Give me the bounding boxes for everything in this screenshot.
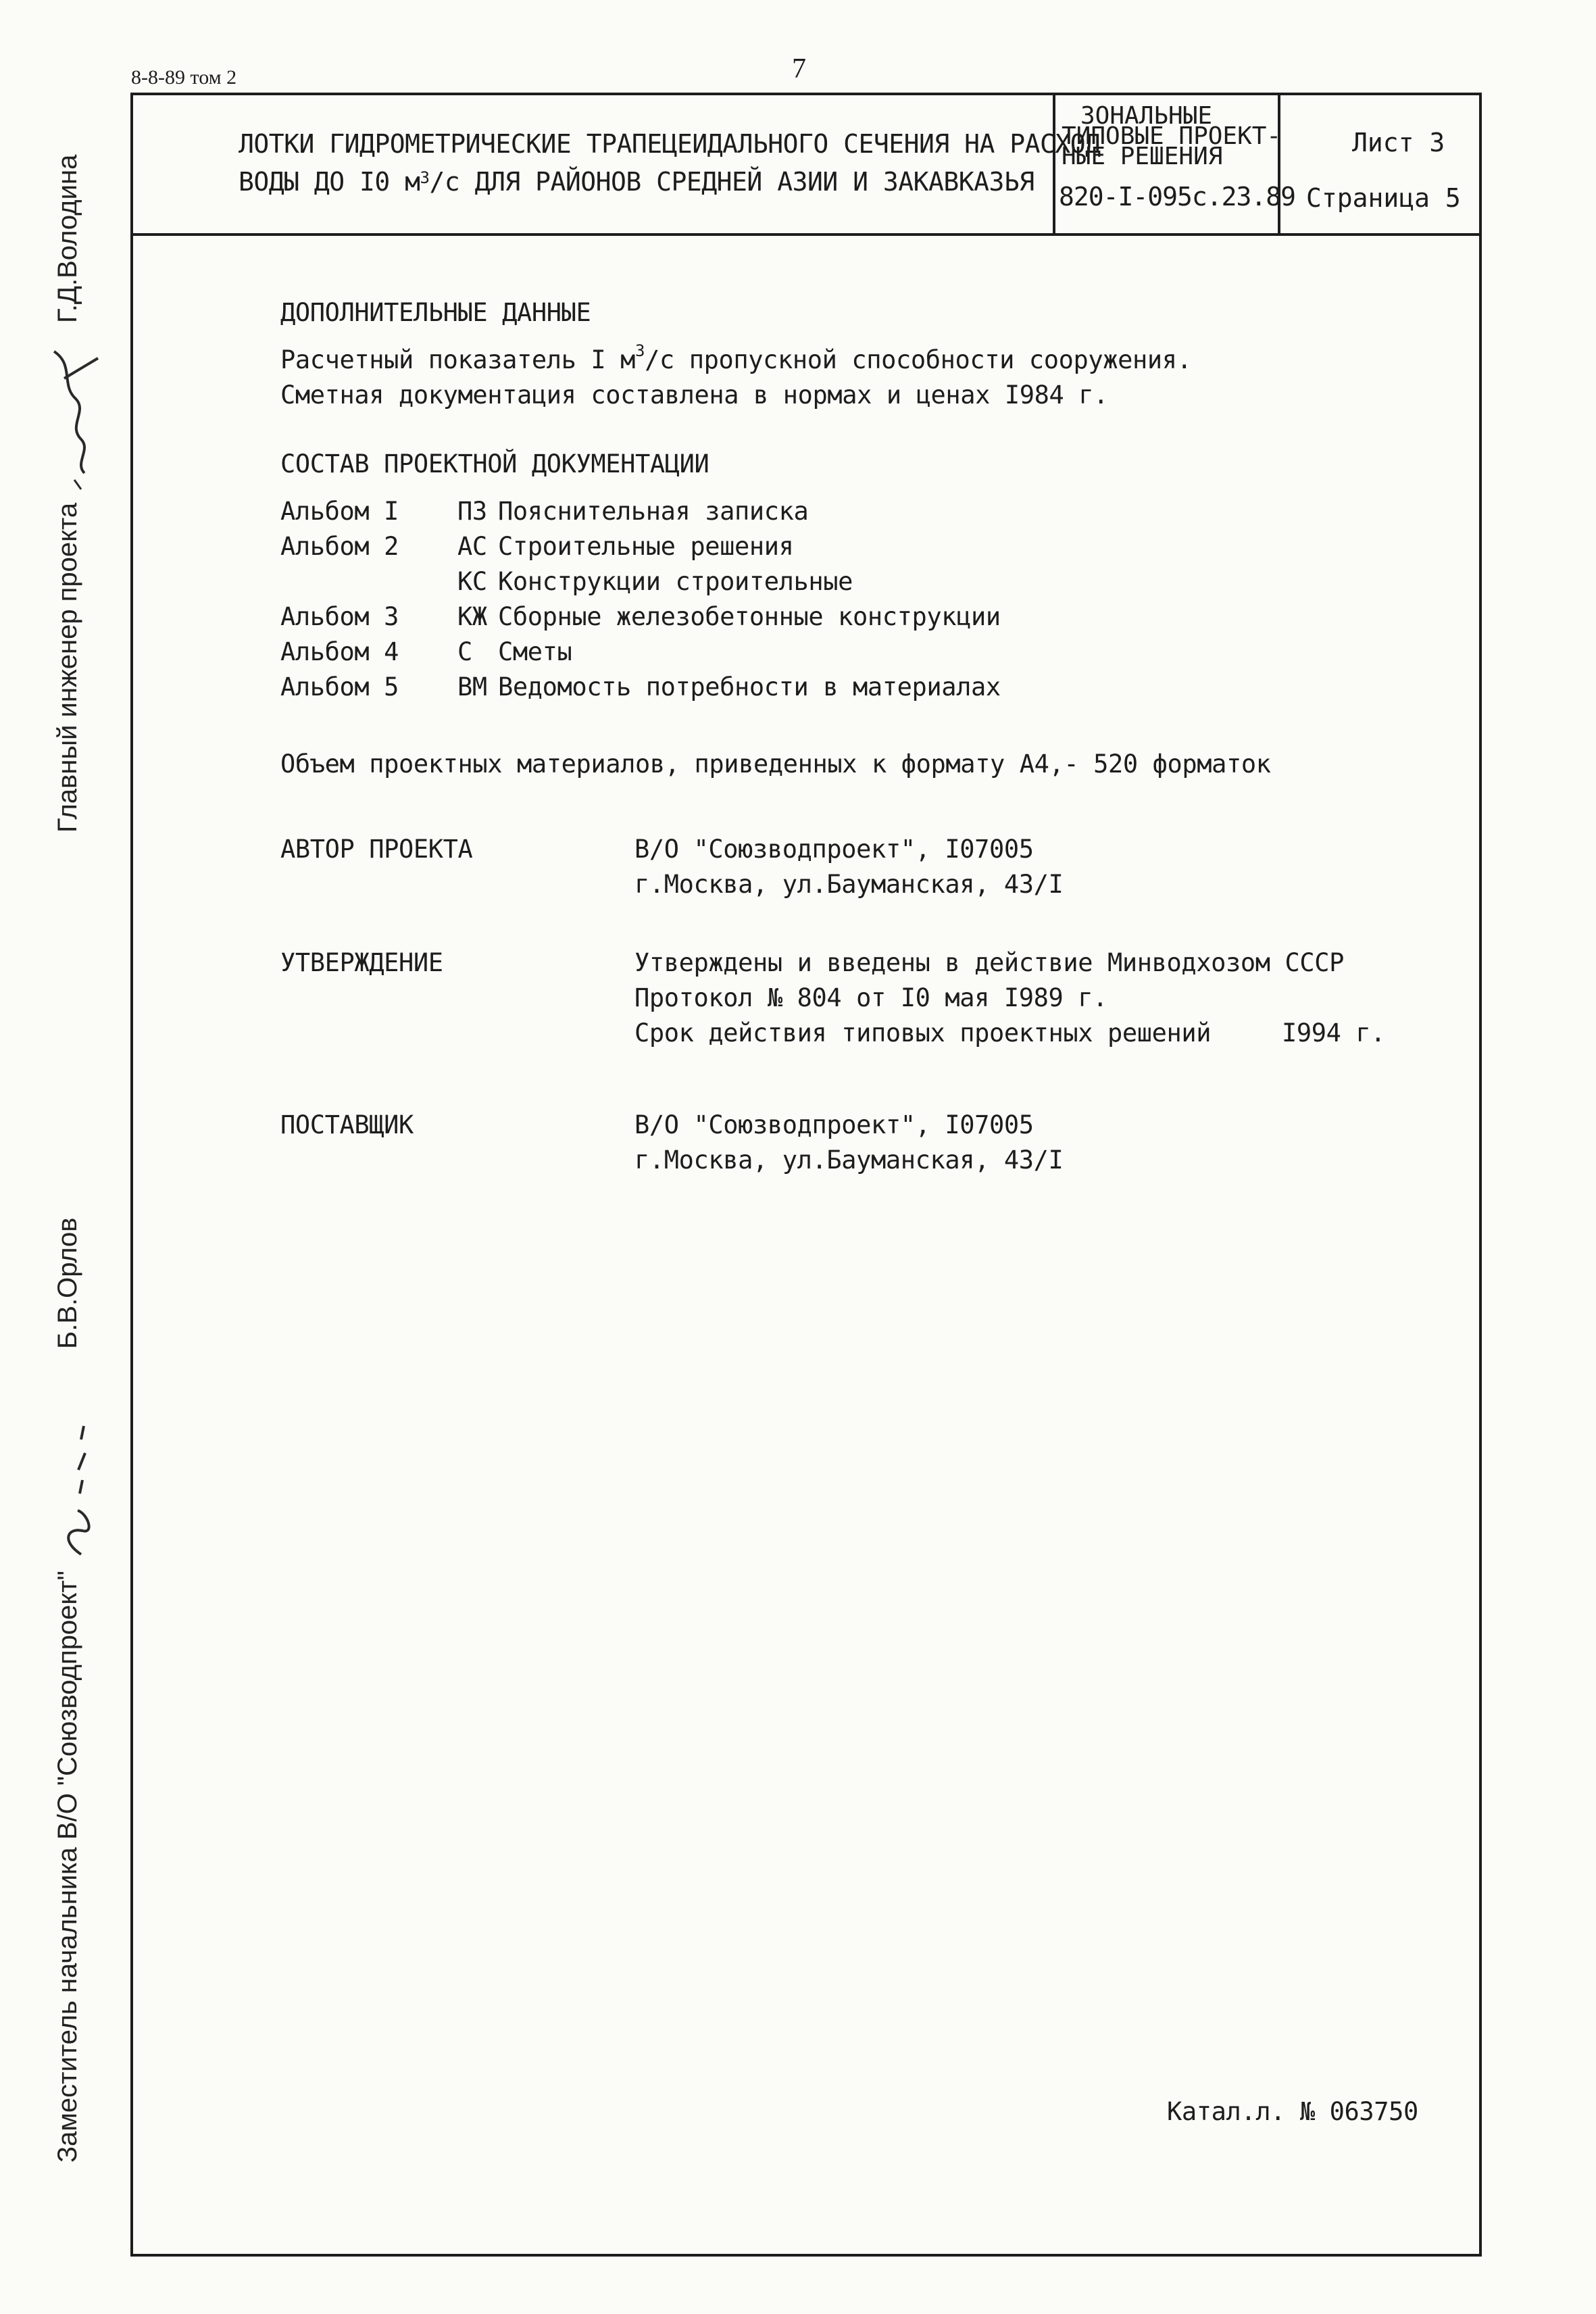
catalog-number: Катал.л. № 063750 bbox=[1167, 2097, 1418, 2126]
list-item: Альбом 2 АС Строительные решения bbox=[280, 532, 794, 561]
additional-line-2: Сметная документация составлена в нормах и ценах I984 г. bbox=[280, 380, 1109, 410]
supplier-label: ПОСТАВЩИК bbox=[280, 1110, 414, 1139]
page-label: Страница 5 bbox=[1306, 183, 1461, 213]
document-code: 8-8-89 том 2 bbox=[131, 66, 237, 89]
additional-line-1: Расчетный показатель I $м^3/с$ пропускной способности сооружения. bbox=[280, 341, 1192, 374]
list-item: Альбом 3 КЖ Сборные железобетонные конструкции bbox=[280, 602, 1001, 631]
additional-heading: ДОПОЛНИТЕЛЬНЫЕ ДАННЫЕ bbox=[280, 298, 591, 327]
list-item: Альбом 5 ВМ Ведомость потребности в материалах bbox=[280, 672, 1001, 701]
title-line-2: ВОДЫ ДО I0 $м^3/с$ ДЛЯ РАЙОНОВ СРЕДНЕЙ АЗИИ И ЗАКАВКАЗЬЯ bbox=[239, 167, 1034, 197]
title-block bbox=[133, 95, 1479, 236]
list-item: Альбом 4 С Сметы bbox=[280, 637, 572, 666]
author-label: АВТОР ПРОЕКТА bbox=[280, 835, 473, 864]
sidebar-name-top: Г.Д.Володина bbox=[53, 154, 82, 323]
series-name: ЗОНАЛЬНЫЕ ТИПОВЫЕ ПРОЕКТ- НЫЕ РЕШЕНИЯ bbox=[1062, 102, 1282, 170]
series-code: 820-I-095с.23.89 bbox=[1059, 182, 1296, 212]
author-line-1: В/О "Союзводпроект", I07005 bbox=[634, 835, 1034, 864]
supplier-line-1: В/О "Союзводпроект", I07005 bbox=[634, 1110, 1034, 1139]
approval-line-2: Протокол № 804 от I0 мая I989 г. bbox=[634, 983, 1108, 1012]
approval-line-1: Утверждены и введены в действие Минводхозом СССР bbox=[634, 948, 1345, 977]
list-item: КС Конструкции строительные bbox=[457, 567, 853, 596]
album-list bbox=[280, 497, 1001, 708]
sheet-number: Лист 3 bbox=[1352, 128, 1445, 157]
signature-bottom bbox=[41, 1399, 115, 1568]
composition-heading: СОСТАВ ПРОЕКТНОЙ ДОКУМЕНТАЦИИ bbox=[280, 449, 709, 478]
supplier-line-2: г.Москва, ул.Бауманская, 43/I bbox=[634, 1146, 1064, 1175]
volume-note: Объем проектных материалов, приведенных к формату А4,- 520 форматок bbox=[280, 749, 1271, 779]
list-item: Альбом I ПЗ Пояснительная записка bbox=[280, 497, 809, 526]
document-title bbox=[239, 125, 1101, 201]
sidebar-role-top: Главный инженер проекта bbox=[53, 502, 82, 833]
approval-line-3: Срок действия типовых проектных решений bbox=[634, 1018, 1212, 1048]
page-frame bbox=[130, 93, 1482, 2257]
page-number: 7 bbox=[792, 53, 806, 84]
signature-top bbox=[34, 338, 108, 493]
title-line-1: ЛОТКИ ГИДРОМЕТРИЧЕСКИЕ ТРАПЕЦЕИДАЛЬНОГО СЕЧЕНИЯ НА РАСХОД bbox=[239, 129, 1101, 159]
approval-label: УТВЕРЖДЕНИЕ bbox=[280, 948, 443, 977]
approval-year: I994 г. bbox=[1282, 1018, 1386, 1048]
sidebar-name-bottom: Б.В.Орлов bbox=[53, 1217, 82, 1349]
sidebar-role-bottom: Заместитель начальника В/О "Союзводпроект" bbox=[53, 1571, 82, 2163]
author-line-2: г.Москва, ул.Бауманская, 43/I bbox=[634, 870, 1064, 899]
